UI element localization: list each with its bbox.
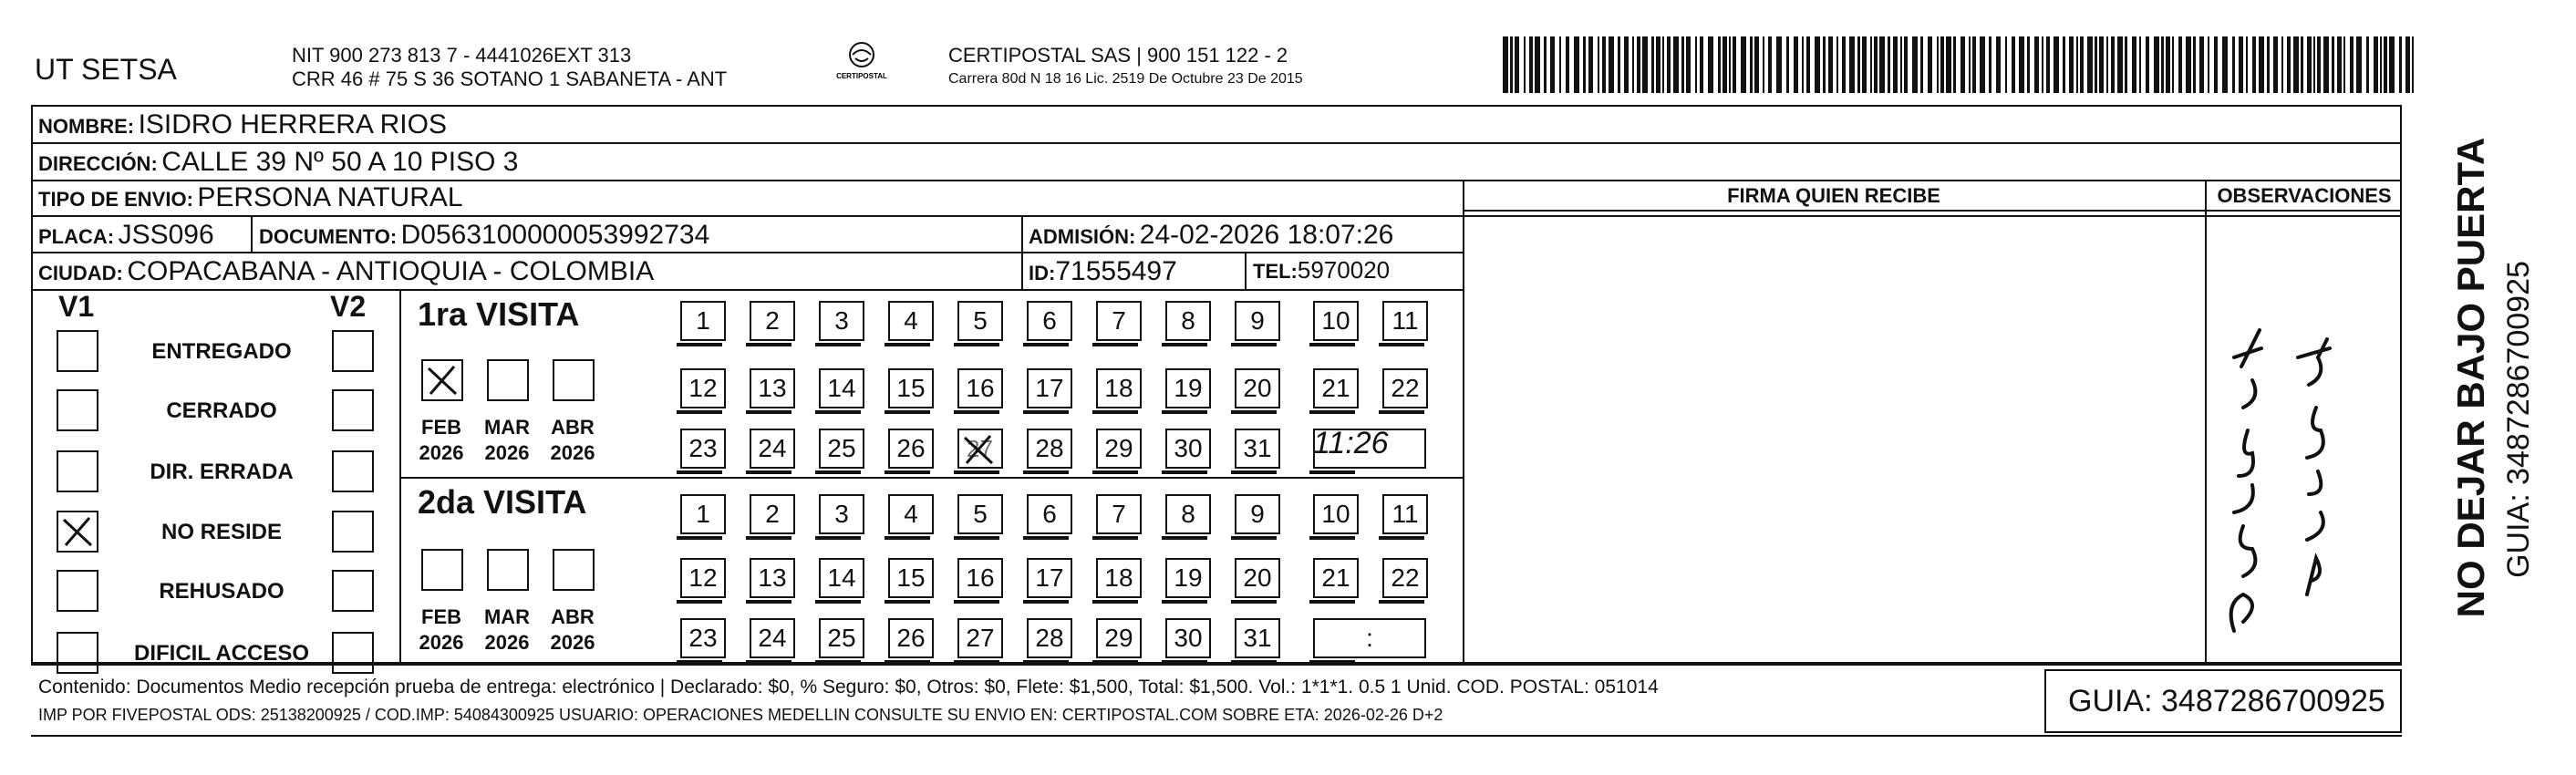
v2-checkbox[interactable] bbox=[332, 632, 374, 674]
barcode-bar bbox=[1598, 36, 1599, 93]
barcode-bar bbox=[1695, 36, 1697, 93]
second-visit-day[interactable]: 27 bbox=[957, 618, 1003, 658]
barcode-bar bbox=[2080, 36, 2084, 93]
first-visit-day[interactable]: 20 bbox=[1235, 368, 1280, 408]
barcode-bar bbox=[1723, 36, 1727, 93]
barcode-bar bbox=[1842, 36, 1846, 93]
second-visit-day[interactable]: 10 bbox=[1313, 494, 1359, 534]
barcode-bar bbox=[1535, 36, 1540, 93]
barcode-bar bbox=[1815, 36, 1820, 93]
status-label: CERRADO bbox=[166, 398, 277, 423]
barcode-bar bbox=[2214, 36, 2218, 93]
barcode-bar bbox=[1609, 36, 1614, 93]
imp-line: IMP POR FIVEPOSTAL ODS: 25138200925 / COD.IMP: 54084300925 USUARIO: OPERACIONES MEDELLIN CONSULTE SU ENVIO EN: CERTIPOSTAL.COM SOBRE ETA: 2026-02-26 D+2 bbox=[38, 706, 1443, 724]
no-dejar-bajo-puerta: NO DEJAR BAJO PUERTA bbox=[2449, 137, 2492, 618]
barcode-bar bbox=[2027, 36, 2030, 93]
first-visit-day[interactable]: 9 bbox=[1235, 301, 1280, 341]
ciudad-field: CIUDAD: COPACABANA - ANTIOQUIA - COLOMBIA bbox=[38, 256, 655, 286]
firma-header: FIRMA QUIEN RECIBE bbox=[1727, 184, 1940, 207]
barcode-bar bbox=[2343, 36, 2345, 93]
v1-label: V1 bbox=[58, 290, 95, 323]
barcode-bar bbox=[2034, 36, 2039, 93]
barcode-bar bbox=[2172, 36, 2174, 93]
barcode-bar bbox=[1806, 36, 1810, 93]
second-month-checkbox[interactable] bbox=[553, 549, 595, 591]
first-visit-day[interactable]: 4 bbox=[888, 301, 934, 341]
second-visit-day[interactable]: 20 bbox=[1235, 558, 1280, 598]
barcode-bar bbox=[2232, 36, 2235, 93]
barcode-bar bbox=[2252, 36, 2256, 93]
barcode-bar bbox=[2239, 36, 2243, 93]
barcode-bar bbox=[2246, 36, 2248, 93]
status-label: ENTREGADO bbox=[151, 339, 292, 364]
admision-value: 24-02-2026 18:07:26 bbox=[1139, 220, 1394, 250]
barcode-bar bbox=[1583, 36, 1586, 93]
barcode-bar bbox=[1870, 36, 1872, 93]
second-visit-day[interactable]: 2 bbox=[750, 494, 795, 534]
barcode-bar bbox=[2366, 36, 2369, 93]
barcode-bar bbox=[1836, 36, 1838, 93]
second-month-label: FEB bbox=[421, 605, 461, 628]
barcode-bar bbox=[1904, 36, 1908, 93]
barcode-bar bbox=[1912, 36, 1918, 93]
first-visit-day[interactable]: 2 bbox=[750, 301, 795, 341]
barcode-bar bbox=[2412, 36, 2414, 93]
first-month-year: 2026 bbox=[484, 441, 530, 464]
barcode-bar bbox=[1940, 36, 1944, 93]
first-visit-day[interactable]: 1 bbox=[680, 301, 726, 341]
certipostal-logo bbox=[825, 36, 898, 91]
placa-field: PLACA: JSS096 bbox=[38, 220, 214, 250]
v1-checkbox[interactable] bbox=[57, 632, 98, 674]
barcode-bar bbox=[1632, 36, 1634, 93]
nombre-value: ISIDRO HERRERA RIOS bbox=[138, 109, 447, 140]
barcode-bar bbox=[2166, 36, 2170, 93]
tipo-envio-field: TIPO DE ENVIO: PERSONA NATURAL bbox=[38, 182, 463, 212]
barcode-bar bbox=[1786, 36, 1789, 93]
tel-value: 5970020 bbox=[1297, 256, 1391, 284]
barcode-bar bbox=[1729, 36, 1731, 93]
barcode-bar bbox=[2005, 36, 2007, 93]
first-visit-day[interactable]: 10 bbox=[1313, 301, 1359, 341]
barcode-bar bbox=[1524, 36, 1526, 93]
v1-checkbox[interactable] bbox=[57, 389, 98, 431]
status-label: REHUSADO bbox=[159, 579, 284, 604]
barcode-bar bbox=[2287, 36, 2291, 93]
barcode-bar bbox=[1588, 36, 1593, 93]
barcode-bar bbox=[1937, 36, 1939, 93]
barcode-bar bbox=[2350, 36, 2354, 93]
second-visit-day[interactable]: 8 bbox=[1165, 494, 1211, 534]
status-label: NO RESIDE bbox=[160, 520, 283, 544]
documento-value: D0563100000053992734 bbox=[400, 220, 710, 250]
second-visit-day[interactable]: 6 bbox=[1027, 494, 1072, 534]
barcode-bar bbox=[1849, 36, 1855, 93]
status-label: DIFICIL ACCESO bbox=[133, 641, 309, 666]
second-month-year: 2026 bbox=[484, 631, 530, 654]
barcode-bar bbox=[1700, 36, 1703, 93]
second-visit-day[interactable]: 11 bbox=[1382, 494, 1428, 534]
v2-checkbox[interactable] bbox=[332, 511, 374, 553]
v2-checkbox[interactable] bbox=[332, 330, 374, 372]
barcode-bar bbox=[1510, 36, 1513, 93]
barcode-bar bbox=[2161, 36, 2164, 93]
first-visit-day[interactable]: 3 bbox=[819, 301, 864, 341]
barcode-bar bbox=[2208, 36, 2209, 93]
barcode bbox=[1503, 36, 2415, 93]
barcode-bar bbox=[2019, 36, 2024, 93]
barcode-bar bbox=[2374, 36, 2378, 93]
barcode-bar bbox=[1503, 36, 1508, 93]
admision-field: ADMISIÓN: 24-02-2026 18:07:26 bbox=[1029, 220, 1394, 250]
barcode-bar bbox=[2199, 36, 2204, 93]
barcode-bar bbox=[1857, 36, 1860, 93]
barcode-bar bbox=[2281, 36, 2283, 93]
documento-field: DOCUMENTO: D0563100000053992734 bbox=[259, 220, 710, 250]
second-visit-day[interactable]: 17 bbox=[1027, 558, 1072, 598]
first-month-checkbox[interactable] bbox=[421, 359, 463, 401]
barcode-bar bbox=[1920, 36, 1923, 93]
second-visit-day[interactable]: 4 bbox=[888, 494, 934, 534]
first-visit-title: 1ra VISITA bbox=[418, 295, 580, 333]
second-visit-day[interactable]: 9 bbox=[1235, 494, 1280, 534]
barcode-bar bbox=[2380, 36, 2382, 93]
barcode-bar bbox=[2307, 36, 2312, 93]
first-visit-day[interactable]: 14 bbox=[819, 368, 864, 408]
first-visit-day[interactable]: 5 bbox=[957, 301, 1003, 341]
second-month-label: ABR bbox=[551, 605, 595, 628]
first-visit-day[interactable]: 19 bbox=[1165, 368, 1211, 408]
first-visit-day[interactable]: 11 bbox=[1382, 301, 1428, 341]
placa-value: JSS096 bbox=[118, 220, 214, 250]
barcode-bar bbox=[1637, 36, 1640, 93]
barcode-bar bbox=[1515, 36, 1519, 93]
barcode-bar bbox=[1900, 36, 1902, 93]
first-visit-day[interactable]: 24 bbox=[750, 429, 795, 469]
second-visit-day[interactable]: 7 bbox=[1096, 494, 1142, 534]
direccion-value: CALLE 39 Nº 50 A 10 PISO 3 bbox=[161, 147, 519, 177]
barcode-bar bbox=[1656, 36, 1660, 93]
barcode-bar bbox=[2132, 36, 2136, 93]
barcode-bar bbox=[1550, 36, 1555, 93]
barcode-bar bbox=[2337, 36, 2342, 93]
barcode-bar bbox=[1662, 36, 1664, 93]
guia-box bbox=[2044, 669, 2402, 733]
first-visit-day[interactable]: 31 bbox=[1235, 429, 1280, 469]
barcode-bar bbox=[1794, 36, 1798, 93]
barcode-bar bbox=[1718, 36, 1721, 93]
id-value: 71555497 bbox=[1055, 256, 1177, 286]
first-visit-day[interactable]: 25 bbox=[819, 429, 864, 469]
company-name: UT SETSA bbox=[35, 53, 177, 86]
v2-checkbox[interactable] bbox=[332, 389, 374, 431]
barcode-bar bbox=[1862, 36, 1867, 93]
barcode-bar bbox=[2054, 36, 2059, 93]
barcode-bar bbox=[1618, 36, 1620, 93]
barcode-bar bbox=[1673, 36, 1679, 93]
first-month-year: 2026 bbox=[419, 441, 464, 464]
v1-checkbox[interactable] bbox=[57, 511, 98, 553]
v2-label: V2 bbox=[330, 290, 367, 323]
second-month-checkbox[interactable] bbox=[421, 549, 463, 591]
barcode-bar bbox=[2399, 36, 2402, 93]
side-guia: GUIA: 3487286700925 bbox=[2501, 261, 2536, 578]
barcode-bar bbox=[2063, 36, 2065, 93]
barcode-bar bbox=[2313, 36, 2315, 93]
barcode-bar bbox=[2099, 36, 2104, 93]
barcode-bar bbox=[1667, 36, 1671, 93]
first-visit-day[interactable]: 13 bbox=[750, 368, 795, 408]
first-visit-day[interactable]: 26 bbox=[888, 429, 934, 469]
second-visit-day[interactable]: 23 bbox=[680, 618, 726, 658]
tel-field: TEL:5970020 bbox=[1253, 256, 1391, 284]
first-visit-day[interactable]: 27 bbox=[957, 429, 1003, 469]
barcode-bar bbox=[1686, 36, 1691, 93]
barcode-bar bbox=[2405, 36, 2410, 93]
license-line: Carrera 80d N 18 16 Lic. 2519 De Octubre 23 De 2015 bbox=[948, 71, 1303, 87]
second-visit-day[interactable]: 18 bbox=[1096, 558, 1142, 598]
second-visit-day[interactable]: 13 bbox=[750, 558, 795, 598]
barcode-bar bbox=[1888, 36, 1890, 93]
direccion-field: DIRECCIÓN: CALLE 39 Nº 50 A 10 PISO 3 bbox=[38, 147, 519, 177]
id-field: ID:71555497 bbox=[1029, 256, 1177, 286]
barcode-bar bbox=[2323, 36, 2329, 93]
barcode-bar bbox=[2076, 36, 2078, 93]
second-visit-day[interactable]: 24 bbox=[750, 618, 795, 658]
barcode-bar bbox=[1874, 36, 1878, 93]
barcode-bar bbox=[1879, 36, 1885, 93]
first-visit-day[interactable]: 16 bbox=[957, 368, 1003, 408]
v1-checkbox[interactable] bbox=[57, 570, 98, 612]
certipostal-line: CERTIPOSTAL SAS | 900 151 122 - 2 bbox=[948, 44, 1288, 67]
signature-area[interactable] bbox=[1464, 212, 2205, 664]
v1-checkbox[interactable] bbox=[57, 450, 98, 492]
barcode-bar bbox=[2117, 36, 2123, 93]
barcode-bar bbox=[2154, 36, 2159, 93]
second-visit-day[interactable]: 26 bbox=[888, 618, 934, 658]
barcode-bar bbox=[1996, 36, 2001, 93]
second-month-year: 2026 bbox=[550, 631, 595, 654]
second-visit-day[interactable]: 28 bbox=[1027, 618, 1072, 658]
observaciones-header: OBSERVACIONES bbox=[2217, 184, 2392, 207]
second-visit-time-box[interactable]: : bbox=[1313, 618, 1426, 658]
barcode-bar bbox=[2046, 36, 2050, 93]
barcode-bar bbox=[1969, 36, 1971, 93]
barcode-bar bbox=[1763, 36, 1764, 93]
v2-checkbox[interactable] bbox=[332, 450, 374, 492]
barcode-bar bbox=[2069, 36, 2074, 93]
second-visit-title: 2da VISITA bbox=[418, 483, 587, 521]
barcode-bar bbox=[2389, 36, 2395, 93]
second-visit-day[interactable]: 29 bbox=[1096, 618, 1142, 658]
barcode-bar bbox=[2139, 36, 2141, 93]
barcode-bar bbox=[2178, 36, 2182, 93]
v2-checkbox[interactable] bbox=[332, 570, 374, 612]
second-visit-day[interactable]: 1 bbox=[680, 494, 726, 534]
first-month-checkbox[interactable] bbox=[487, 359, 529, 401]
barcode-bar bbox=[1893, 36, 1898, 93]
second-visit-day[interactable]: 14 bbox=[819, 558, 864, 598]
second-visit-day[interactable]: 30 bbox=[1165, 618, 1211, 658]
barcode-bar bbox=[1559, 36, 1561, 93]
barcode-bar bbox=[1980, 36, 1985, 93]
first-visit-day[interactable]: 22 bbox=[1382, 368, 1428, 408]
contenido-line: Contenido: Documentos Medio recepción prueba de entrega: electrónico | Declarado: $0, % Seguro: $0, Otros: $0, Flete: $1,500, Total: $1,500. Vol.: 1*1*1. 0.5 1 Unid. COD. POSTAL: 051014 bbox=[38, 677, 1659, 698]
barcode-bar bbox=[2106, 36, 2108, 93]
barcode-bar bbox=[2095, 36, 2097, 93]
barcode-bar bbox=[1750, 36, 1753, 93]
barcode-bar bbox=[1733, 36, 1736, 93]
observaciones-handwriting bbox=[2207, 212, 2402, 664]
barcode-bar bbox=[2317, 36, 2321, 93]
barcode-bar bbox=[2356, 36, 2362, 93]
ciudad-value: COPACABANA - ANTIOQUIA - COLOMBIA bbox=[127, 256, 655, 286]
nit-line: NIT 900 273 813 7 - 4441026EXT 313 bbox=[292, 44, 632, 67]
barcode-bar bbox=[1776, 36, 1782, 93]
barcode-bar bbox=[1823, 36, 1826, 93]
first-visit-day[interactable]: 30 bbox=[1165, 429, 1211, 469]
barcode-bar bbox=[1953, 36, 1956, 93]
first-visit-day[interactable]: 7 bbox=[1096, 301, 1142, 341]
first-visit-time: 11:26 bbox=[1313, 426, 1389, 460]
svg-text:CERTIPOSTAL: CERTIPOSTAL bbox=[836, 72, 887, 80]
barcode-bar bbox=[1544, 36, 1547, 93]
barcode-bar bbox=[2293, 36, 2299, 93]
barcode-bar bbox=[1624, 36, 1629, 93]
second-visit-day[interactable]: 5 bbox=[957, 494, 1003, 534]
barcode-bar bbox=[2259, 36, 2264, 93]
barcode-bar bbox=[1768, 36, 1772, 93]
second-visit-day[interactable]: 3 bbox=[819, 494, 864, 534]
barcode-bar bbox=[1574, 36, 1579, 93]
barcode-bar bbox=[2222, 36, 2228, 93]
first-visit-day[interactable]: 18 bbox=[1096, 368, 1142, 408]
guia-number: GUIA: 3487286700925 bbox=[2068, 684, 2385, 718]
barcode-bar bbox=[1828, 36, 1833, 93]
barcode-bar bbox=[1989, 36, 1991, 93]
barcode-bar bbox=[1972, 36, 1976, 93]
barcode-bar bbox=[1642, 36, 1648, 93]
barcode-bar bbox=[1802, 36, 1804, 93]
first-visit-day[interactable]: 15 bbox=[888, 368, 934, 408]
barcode-bar bbox=[2301, 36, 2303, 93]
barcode-bar bbox=[1708, 36, 1713, 93]
barcode-bar bbox=[2332, 36, 2334, 93]
v1-checkbox[interactable] bbox=[57, 330, 98, 372]
barcode-bar bbox=[1741, 36, 1746, 93]
barcode-bar bbox=[2042, 36, 2043, 93]
barcode-bar bbox=[2146, 36, 2149, 93]
first-visit-day[interactable]: 6 bbox=[1027, 301, 1072, 341]
first-month-label: MAR bbox=[483, 416, 531, 439]
barcode-bar bbox=[2273, 36, 2278, 93]
second-visit-day[interactable]: 21 bbox=[1313, 558, 1359, 598]
barcode-bar bbox=[1754, 36, 1759, 93]
first-month-label: ABR bbox=[551, 416, 595, 439]
barcode-bar bbox=[2193, 36, 2196, 93]
barcode-bar bbox=[2111, 36, 2115, 93]
first-month-label: FEB bbox=[421, 416, 461, 439]
second-month-year: 2026 bbox=[419, 631, 464, 654]
second-month-label: MAR bbox=[483, 605, 531, 628]
second-visit-day[interactable]: 25 bbox=[819, 618, 864, 658]
barcode-bar bbox=[1529, 36, 1533, 93]
first-month-year: 2026 bbox=[550, 441, 595, 464]
first-visit-day[interactable]: 17 bbox=[1027, 368, 1072, 408]
barcode-bar bbox=[1928, 36, 1932, 93]
first-visit-day[interactable]: 21 bbox=[1313, 368, 1359, 408]
side-note bbox=[2416, 137, 2536, 647]
barcode-bar bbox=[1651, 36, 1654, 93]
barcode-bar bbox=[2267, 36, 2270, 93]
second-visit-day[interactable]: 22 bbox=[1382, 558, 1428, 598]
second-visit-day[interactable]: 15 bbox=[888, 558, 934, 598]
status-label: DIR. ERRADA bbox=[150, 460, 294, 484]
first-visit-day[interactable]: 23 bbox=[680, 429, 726, 469]
first-visit-day[interactable]: 28 bbox=[1027, 429, 1072, 469]
second-month-checkbox[interactable] bbox=[487, 549, 529, 591]
barcode-bar bbox=[1681, 36, 1684, 93]
barcode-bar bbox=[2186, 36, 2191, 93]
barcode-bar bbox=[1602, 36, 1606, 93]
barcode-bar bbox=[1566, 36, 1569, 93]
barcode-bar bbox=[2012, 36, 2015, 93]
first-visit-day[interactable]: 29 bbox=[1096, 429, 1142, 469]
barcode-bar bbox=[1960, 36, 1965, 93]
company-address: CRR 46 # 75 S 36 SOTANO 1 SABANETA - ANT bbox=[292, 67, 728, 90]
tipo-envio-value: PERSONA NATURAL bbox=[197, 182, 463, 212]
first-visit-day[interactable]: 8 bbox=[1165, 301, 1211, 341]
second-visit-day[interactable]: 12 bbox=[680, 558, 726, 598]
barcode-bar bbox=[2125, 36, 2127, 93]
barcode-bar bbox=[2087, 36, 2093, 93]
second-visit-day[interactable]: 19 bbox=[1165, 558, 1211, 598]
barcode-bar bbox=[1946, 36, 1951, 93]
second-visit-day[interactable]: 16 bbox=[957, 558, 1003, 598]
second-visit-day[interactable]: 31 bbox=[1235, 618, 1280, 658]
nombre-field: NOMBRE: ISIDRO HERRERA RIOS bbox=[38, 109, 447, 140]
first-visit-day[interactable]: 12 bbox=[680, 368, 726, 408]
first-month-checkbox[interactable] bbox=[553, 359, 595, 401]
first-visit-time-box[interactable] bbox=[1313, 429, 1426, 469]
barcode-bar bbox=[2384, 36, 2387, 93]
